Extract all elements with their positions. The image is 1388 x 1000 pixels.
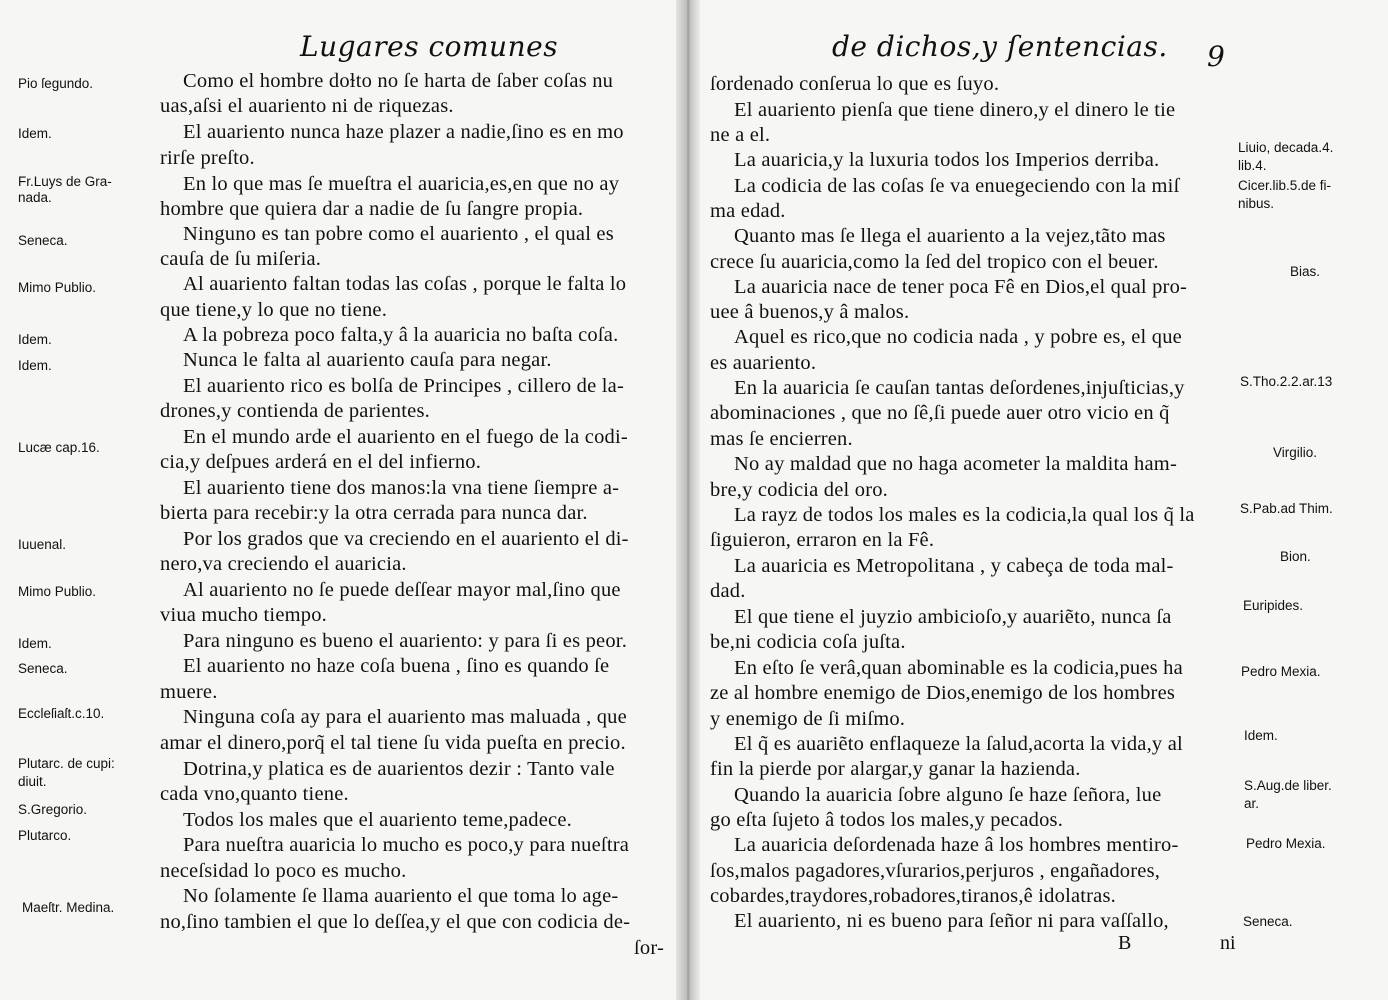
margin-note: nibus. [1238,196,1275,211]
text-line: ne a el. [710,124,771,146]
text-line: Quando la auaricia ſobre alguno ſe haze ſeñora, lue [734,784,1162,806]
text-line: La auaricia,y la luxuria todos los Imperios derriba. [734,149,1160,171]
text-line: hombre que quiera dar a nadie de ſu ſangre propia. [160,198,584,220]
margin-note: Idem. [18,332,52,347]
margin-note: Pedro Mexia. [1241,664,1321,679]
text-line: uee â buenos,y â malos. [710,301,910,323]
text-line: go eſta ſujeto â todos los males,y pecados. [710,809,1064,831]
text-line: Quanto mas ſe llega el auariento a la vejez,tãto mas [734,225,1166,247]
text-line: be,ni codicia coſa juſta. [710,631,906,653]
text-line: cia,y deſpues arderá en el del infierno. [160,451,482,473]
margin-note: S.Pab.ad Thim. [1240,501,1333,516]
text-line: La rayz de todos los males es la codicia,la qual los q̃ la [734,504,1195,526]
text-line: cauſa de ſu miſeria. [160,248,322,270]
text-line: bierta para recebir:y la otra cerrada para nunca dar. [160,502,588,524]
text-line: El auariento no haze coſa buena , ſino es quando ſe [183,655,610,677]
text-line: El auariento, ni es bueno para ſeñor ni para vaſſallo, [734,910,1169,932]
margin-note: Idem. [18,358,52,373]
text-line: ſiguieron, erraron en la Fê. [710,529,935,551]
text-line: rirſe preſto. [160,147,255,169]
text-line: Para nueſtra auaricia lo mucho es poco,y para nueſtra [183,834,630,856]
text-line: Como el hombre doɫto no ſe harta de ſaber coſas nu [183,70,614,92]
margin-note: Seneca. [18,233,68,248]
margin-note: Plutarc. de cupi: [18,756,115,771]
text-line: El auariento pienſa que tiene dinero,y el dinero le tie [734,99,1176,121]
text-line: A la pobreza poco falta,y â la auaricia no baſta coſa. [183,324,619,346]
text-line: Al auariento faltan todas las coſas , porque le falta lo [183,273,627,295]
margin-note: ar. [1244,796,1260,811]
margin-note: Plutarco. [18,828,72,843]
running-header-left: Lugares comunes [300,30,559,63]
text-line: uas,aſsi el auariento ni de riquezas. [160,95,454,117]
text-line: No ay maldad que no haga acometer la maldita ham- [734,453,1177,475]
page-number: 9 [1207,40,1225,73]
catchword-left: ſor- [634,937,664,959]
text-line: es auariento. [710,352,817,374]
text-line: fin la pierde por alargar,y ganar la hazienda. [710,758,1081,780]
margin-note: Euripides. [1243,598,1304,613]
text-line: La auaricia deſordenada haze â los hombres mentiro- [734,834,1179,856]
margin-note: Lucæ cap.16. [18,440,100,455]
text-line: amar el dinero,porq̃ el tal tiene ſu vida pueſta en precio. [160,732,626,754]
margin-note: Cicer.lib.5.de fi- [1238,178,1332,193]
text-line: ſordenado conſerua lo que es ſuyo. [710,73,1000,95]
text-line: La codicia de las coſas ſe va enuegeciendo con la miſ [734,175,1180,197]
text-line: ſos,malos pagadores,vſurarios,perjuros , engañadores, [710,860,1161,882]
text-line: ma edad. [710,200,786,222]
margin-note: nada. [18,190,52,205]
margin-note: Fr.Luys de Gra- [18,174,112,189]
text-line: Aquel es rico,que no codicia nada , y pobre es, el que [734,326,1182,348]
margin-note: Eccleſiaſt.c.10. [18,706,105,721]
text-line: Ninguna coſa ay para el auariento mas maluada , que [183,706,627,728]
margin-note: S.Gregorio. [18,802,88,817]
text-line: Todos los males que el auariento teme,padece. [183,809,572,831]
margin-note: Pio ſegundo. [18,76,94,91]
text-line: Nunca le falta al auariento cauſa para negar. [183,349,552,371]
margin-note: Bias. [1290,264,1321,279]
text-line: En la auaricia ſe cauſan tantas deſordenes,injuſticias,y [734,377,1185,399]
text-line: Ninguno es tan pobre como el auariento , el qual es [183,223,614,245]
text-line: El auariento tiene dos manos:la vna tiene ſiempre a- [183,477,620,499]
text-line: Al auariento no ſe puede deſſear mayor mal,ſino que [183,579,621,601]
text-line: El q̃ es auariẽto enflaqueze la ſalud,acorta la vida,y al [734,733,1183,755]
margin-note: lib.4. [1238,158,1267,173]
margin-note: Idem. [18,636,52,651]
text-line: ze al hombre enemigo de Dios,enemigo de los hombres [710,682,1176,704]
text-line: que tiene,y lo que no tiene. [160,299,388,321]
text-line: En lo que mas ſe mueſtra el auaricia,es,en que no ay [183,173,620,195]
margin-note: diuit. [18,774,47,789]
text-line: Dotrina,y platica es de auarientos dezir : Tanto vale [183,758,615,780]
catchword-right: ni [1220,932,1236,954]
text-line: En eſto ſe verâ,quan abominable es la codicia,pues ha [734,657,1183,679]
text-line: abominaciones , que no ſê,ſi puede auer otro vicio en q̃ [710,402,1170,424]
signature-mark: B [1118,932,1132,954]
margin-note: Bion. [1280,549,1311,564]
margin-note: Virgilio. [1273,445,1318,460]
margin-note: Pedro Mexia. [1246,836,1326,851]
text-line: bre,y codicia del oro. [710,479,889,501]
margin-note: S.Aug.de liber. [1244,778,1332,793]
text-line: no,ſino tambien el que lo deſſea,y el que con codicia de- [160,911,631,933]
text-line: nero,va creciendo el auaricia. [160,553,407,575]
text-line: cada vno,quanto tiene. [160,783,349,805]
margin-note: Maeſtr. Medina. [22,900,115,915]
margin-note: Mimo Publio. [18,584,97,599]
text-line: En el mundo arde el auariento en el fuego de la codi- [183,426,628,448]
text-line: El auariento nunca haze plazer a nadie,ſino es en mo [183,121,624,143]
text-line: El auariento rico es bolſa de Principes , cillero de la- [183,375,624,397]
text-line: drones,y contienda de parientes. [160,400,430,422]
text-line: Para ninguno es bueno el auariento: y para ſi es peor. [183,630,628,652]
text-line: La auaricia es Metropolitana , y cabeça de toda mal- [734,555,1174,577]
text-line: cobardes,traydores,robadores,tiranos,ê idolatras. [710,885,1116,907]
margin-note: Mimo Publio. [18,280,97,295]
margin-note: S.Tho.2.2.ar.13 [1240,374,1333,389]
text-line: Por los grados que va creciendo en el auariento el di- [183,528,629,550]
text-line: viua mucho tiempo. [160,604,327,626]
text-line: No ſolamente ſe llama auariento el que toma lo age- [183,885,619,907]
margin-note: Liuio, decada.4. [1238,140,1334,155]
text-line: muere. [160,681,218,703]
text-line: y enemigo de ſi miſmo. [710,708,906,730]
text-line: mas ſe encierren. [710,428,853,450]
text-line: El que tiene el juyzio ambicioſo,y auariẽto, nunca ſa [734,606,1172,628]
book-gutter [676,0,700,1000]
margin-note: Seneca. [18,661,68,676]
text-line: dad. [710,580,746,602]
text-line: La auaricia nace de tener poca Fê en Dios,el qual pro- [734,276,1188,298]
text-line: crece ſu auaricia,como la ſed del tropico con el beuer. [710,251,1159,273]
margin-note: Idem. [1244,728,1278,743]
margin-note: Seneca. [1243,914,1293,929]
text-line: neceſsidad lo poco es mucho. [160,860,407,882]
margin-note: Idem. [18,126,52,141]
running-header-right: de dichos,y ſentencias. [832,30,1168,63]
margin-note: Iuuenal. [18,537,67,552]
